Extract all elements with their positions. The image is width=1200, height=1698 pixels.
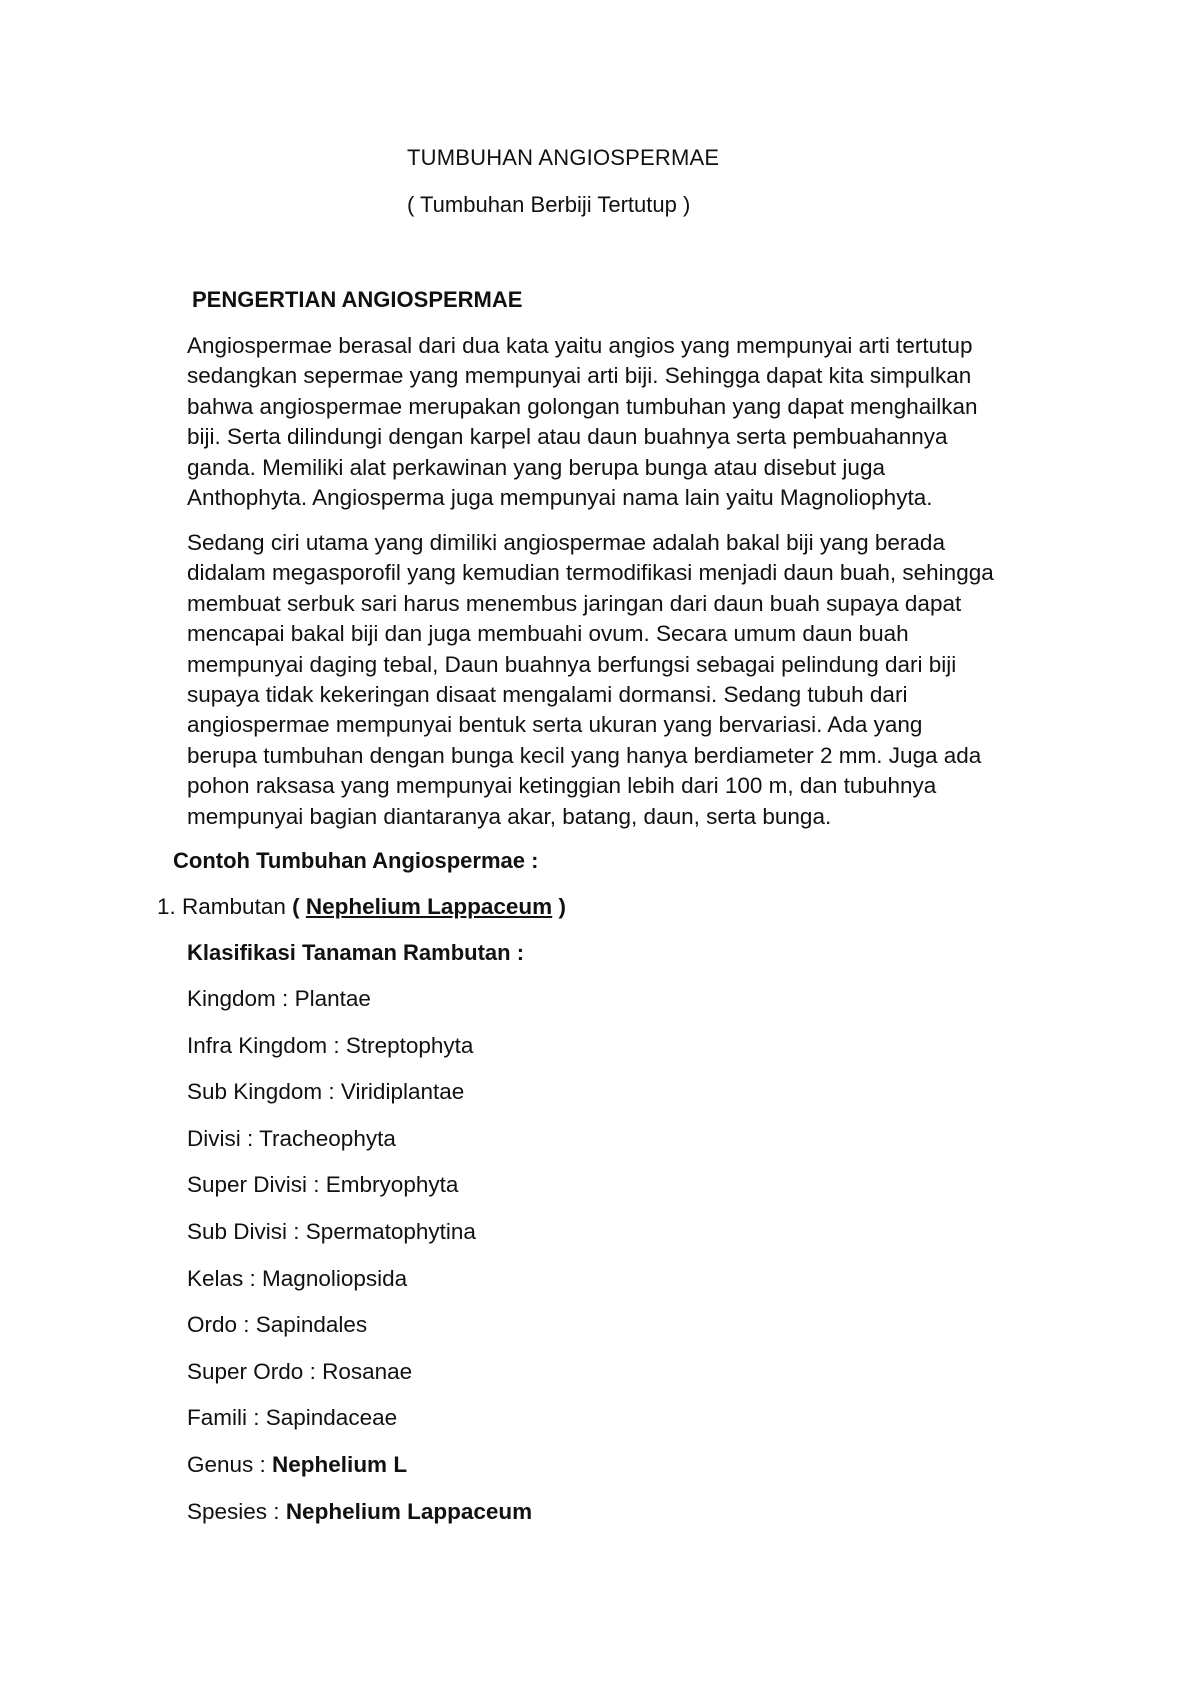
classification-label: Famili : [187,1405,266,1431]
paragraph-line: angiospermae mempunyai bentuk serta ukuran yang bervariasi. Ada yang [187,712,923,738]
paragraph-definition [187,331,1087,513]
paragraph-line: Angiospermae berasal dari dua kata yaitu angios yang mempunyai arti tertutup [187,333,973,358]
classification-value: Nephelium L [272,1451,408,1477]
classification-row [187,1033,532,1080]
common-name: Rambutan [182,894,286,919]
paragraph-line: Anthophyta. Angiosperma juga mempunyai nama lain yaitu Magnoliophyta. [187,485,933,511]
paragraph-line: didalam megasporofil yang kemudian termodifikasi menjadi daun buah, sehingga [187,560,994,586]
classification-value: Plantae [294,986,371,1011]
classification-row [187,1126,532,1173]
paragraph-line: berupa tumbuhan dengan bunga kecil yang hanya berdiameter 2 mm. Juga ada [187,742,982,768]
classification-list [187,986,532,1545]
list-number: 1. [157,894,176,919]
classification-value: Sapindales [255,1312,368,1338]
classification-label: Super Divisi : [187,1172,326,1198]
classification-heading: Klasifikasi Tanaman Rambutan : [187,940,525,965]
document-subtitle: ( Tumbuhan Berbiji Tertutup ) [407,192,691,217]
paragraph-line: membuat serbuk sari harus menembus jaringan dari daun buah supaya dapat [187,590,962,616]
classification-label: Super Ordo : [187,1358,323,1384]
classification-label: Ordo : [187,1312,256,1338]
classification-row [187,1359,532,1406]
classification-value: Sapindaceae [265,1405,398,1431]
paragraph-line: mempunyai bagian diantaranya akar, batang, daun, serta bunga. [187,803,832,829]
paragraph-characteristics [187,528,1087,832]
classification-label: Genus : [187,1451,273,1477]
classification-label: Infra Kingdom : [187,1032,346,1058]
classification-row [187,1312,532,1359]
paragraph-line: supaya tidak kekeringan disaat mengalami dormansi. Sedang tubuh dari [187,682,908,708]
paragraph-line: ganda. Memiliki alat perkawinan yang berupa bunga atau disebut juga [187,454,885,480]
latin-name: Nephelium Lappaceum [305,894,553,919]
paragraph-line: mempunyai daging tebal, Daun buahnya berfungsi sebagai pelindung dari biji [187,651,957,677]
classification-value: Embryophyta [325,1172,459,1198]
classification-row [187,1266,532,1313]
paragraph-line: biji. Serta dilindungi dengan karpel atau daun buahnya serta pembuahannya [187,424,948,450]
classification-label: Spesies : [187,1498,286,1524]
classification-value: Tracheophyta [259,1125,396,1151]
classification-value: Nephelium Lappaceum [285,1498,533,1524]
classification-row [187,1079,532,1126]
close-paren: ) [558,894,566,919]
examples-heading: Contoh Tumbuhan Angiospermae : [173,848,539,873]
paragraph-line: bahwa angiospermae merupakan golongan tumbuhan yang dapat menghailkan [187,393,978,419]
paragraph-line: pohon raksasa yang mempunyai ketinggian lebih dari 100 m, dan tubuhnya [187,773,937,799]
paragraph-line: sedangkan sepermae yang mempunyai arti biji. Sehingga dapat kita simpulkan [187,363,972,389]
document-title: TUMBUHAN ANGIOSPERMAE [407,145,720,170]
classification-row [187,986,532,1033]
classification-label: Kelas : [187,1265,263,1291]
classification-value: Magnoliopsida [262,1265,408,1291]
classification-row [187,1219,532,1266]
classification-value: Viridiplantae [340,1079,465,1105]
list-item-rambutan [157,894,566,920]
classification-label: Sub Kingdom : [187,1079,341,1105]
classification-label: Sub Divisi : [187,1218,306,1244]
classification-value: Streptophyta [345,1032,474,1058]
section-heading: PENGERTIAN ANGIOSPERMAE [192,287,523,312]
classification-label: Kingdom : [187,986,295,1011]
open-paren: ( [292,894,300,919]
classification-value: Rosanae [322,1358,413,1384]
paragraph-line: Sedang ciri utama yang dimiliki angiospermae adalah bakal biji yang berada [187,530,945,555]
classification-value: Spermatophytina [305,1218,476,1244]
classification-label: Divisi : [187,1125,260,1151]
paragraph-line: mencapai bakal biji dan juga membuahi ovum. Secara umum daun buah [187,621,909,647]
classification-row [187,1172,532,1219]
classification-row [187,1499,532,1546]
classification-row [187,1452,532,1499]
classification-row [187,1405,532,1452]
